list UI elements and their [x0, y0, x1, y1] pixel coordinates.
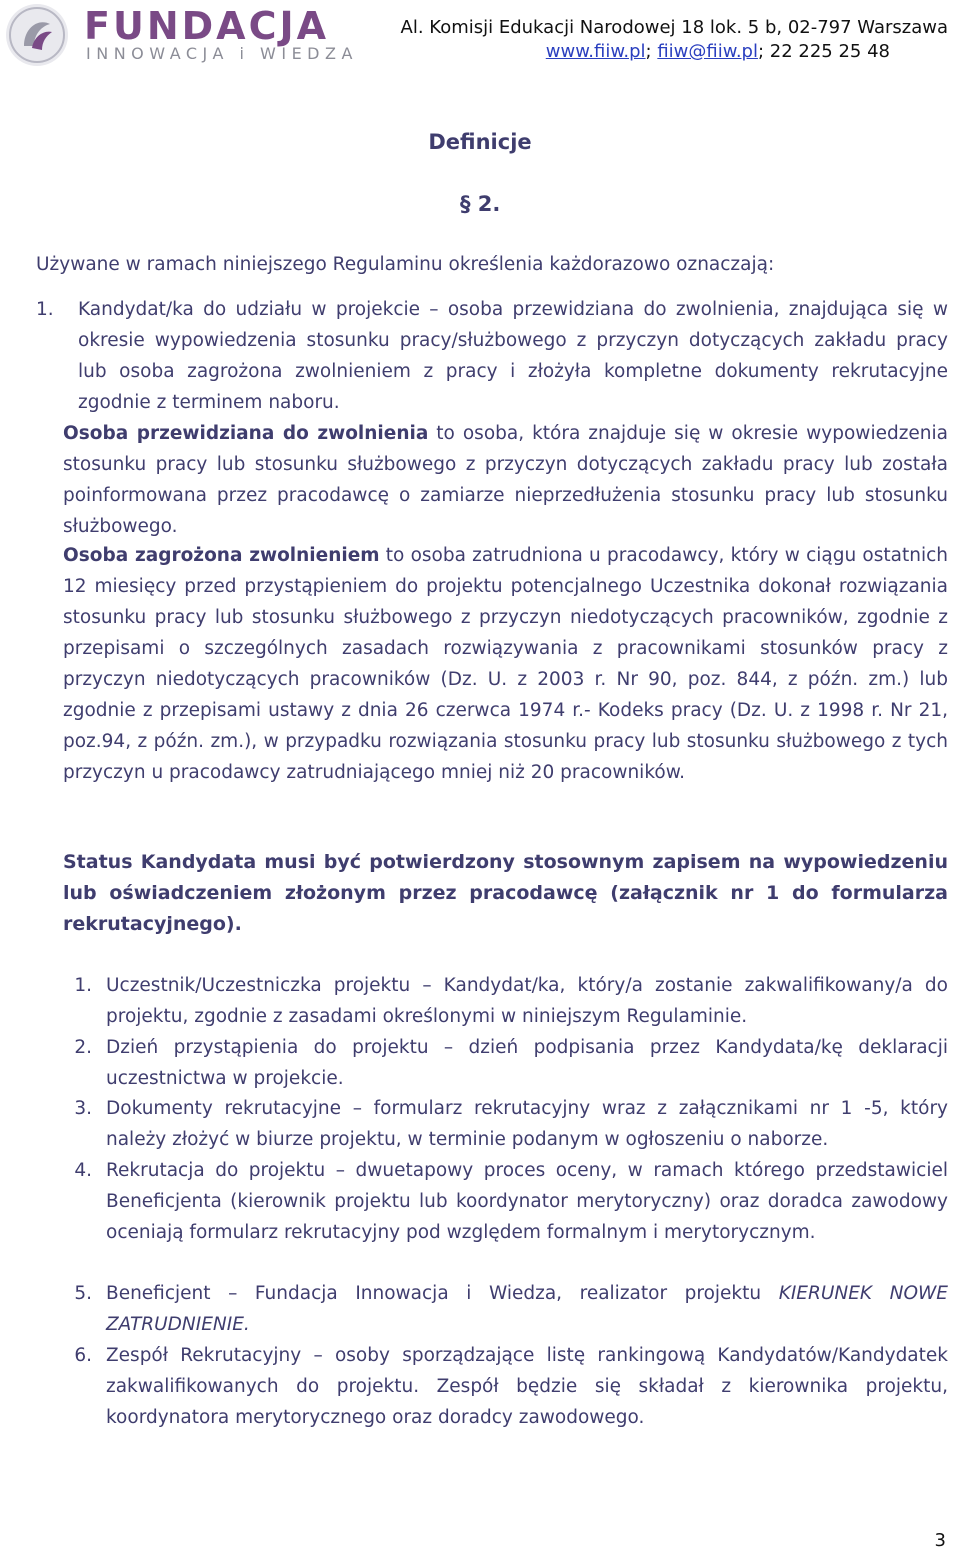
list-item-text: Uczestnik/Uczestniczka projektu – Kandydat/ka, który/a zostanie zakwalifikowany/a do projektu, zgodnie z zasadami określonymi w niniejszym Regulaminie. — [106, 975, 948, 1027]
beneficiary-text: Beneficjent – Fundacja Innowacja i Wiedza, realizator projektu — [106, 1283, 779, 1304]
list-item-number: 5. — [74, 1283, 92, 1304]
definition-candidate: Kandydat/ka do udziału w projekcie – osoba przewidziana do zwolnienia, znajdująca się w okresie wypowiedzenia stosunku pracy/służbowego z przyczyn dotyczących zakładu pracy lub osoba zagrożona zwolnieniem z pracy i złożyła kompletne dokumenty rekrutacyjne zgodnie z terminem naboru. — [78, 299, 948, 413]
logo-subtitle: INNOWACJA i WIEDZA — [86, 44, 358, 63]
definition-term: Osoba zagrożona zwolnieniem — [63, 545, 380, 566]
list-item-text: Rekrutacja do projektu – dwuetapowy proces oceny, w ramach którego przedstawiciel Beneficjenta (kierownik projektu lub koordynator merytoryczny) oraz doradca zawodowy oceniają formularz rekrutacyjny pod względem formalnym i merytorycznym. — [106, 1160, 948, 1243]
list-item-number: 6. — [74, 1345, 92, 1366]
intro-text: Używane w ramach niniejszego Regulaminu określenia każdorazowo oznaczają: — [36, 254, 775, 275]
project-name: KIERUNEK NOWE ZATRUDNIENIE. — [106, 1283, 948, 1335]
section-number: § 2. — [460, 192, 501, 216]
page-number: 3 — [934, 1530, 946, 1551]
status-note: Status Kandydata musi być potwierdzony stosownym zapisem na wypowiedzeniu lub oświadczeniem złożonym przez pracodawcę (załącznik nr 1 do formularza rekrutacyjnego). — [63, 851, 948, 935]
definition-term: Osoba przewidziana do zwolnienia — [63, 423, 429, 444]
definition-person-to-be-dismissed — [63, 418, 948, 542]
separator: ; — [645, 41, 658, 62]
definition-text: to osoba zatrudniona u pracodawcy, który w ciągu ostatnich 12 miesięcy przed przystąpieniem do projektu potencjalnego Uczestnika dokonał rozwiązania stosunku pracy lub stosunku służbowego z przyczyn niedotyczących pracowników, zgodnie z przepisami o szczególnych zasadach rozwiązywania z pracownikami stosunków pracy z przyczyn niedotyczących pracowników (Dz. U. z 2003 r. Nr 90, poz. 844, z późn. zm.) lub zgodnie z przepisami ustawy z dnia 26 czerwca 1974 r.- Kodeks pracy (Dz. U. z 1998 r. Nr 21, poz.94, z późn. zm.), w przypadku rozwiązania stosunku pracy lub stosunku służbowego z tych przyczyn u pracodawcy zatrudniającego mniej niż 20 pracowników. — [63, 545, 948, 783]
list-item-number: 4. — [74, 1160, 92, 1181]
header-address: Al. Komisji Edukacji Narodowej 18 lok. 5 b, 02-797 Warszawa — [400, 17, 948, 38]
website-link[interactable]: www.fiiw.pl — [545, 41, 646, 62]
phone-number: ; 22 225 25 48 — [757, 41, 890, 62]
page-title: Definicje — [428, 130, 532, 154]
definition-person-at-risk — [63, 540, 948, 788]
list-item-number: 3. — [74, 1098, 92, 1119]
list-item-text: Dzień przystąpienia do projektu – dzień podpisania przez Kandydata/kę deklaracji uczestnictwa w projekcie. — [106, 1037, 948, 1089]
list-item-text: Dokumenty rekrutacyjne – formularz rekrutacyjny wraz z załącznikami nr 1 -5, który należy złożyć w biurze projektu, w terminie podanym w ogłoszeniu o naborze. — [106, 1098, 948, 1150]
header-contact — [546, 42, 890, 62]
list-item-number: 1. — [74, 975, 92, 996]
list-item-number: 2. — [74, 1037, 92, 1058]
logo-title: FUNDACJA — [84, 4, 330, 48]
definition-text: to osoba, która znajduje się w okresie wypowiedzenia stosunku pracy lub stosunku służbowego z przyczyn dotyczących zakładu pracy lub została poinformowana przez pracodawcę o zamiarze nieprzedłużenia stosunku pracy lub stosunku służbowego. — [63, 423, 949, 537]
item-number: 1. — [36, 299, 54, 320]
list-item-text — [106, 1278, 948, 1340]
foundation-logo-icon — [4, 2, 70, 68]
list-item-text: Zespół Rekrutacyjny – osoby sporządzające listę rankingową Kandydatów/Kandydatek zakwalifikowanych do projektu. Zespół będzie się składał z kierownika projektu, koordynatora merytorycznego oraz doradcy zawodowego. — [106, 1345, 948, 1428]
email-link[interactable]: fiiw@fiiw.pl — [657, 41, 758, 62]
